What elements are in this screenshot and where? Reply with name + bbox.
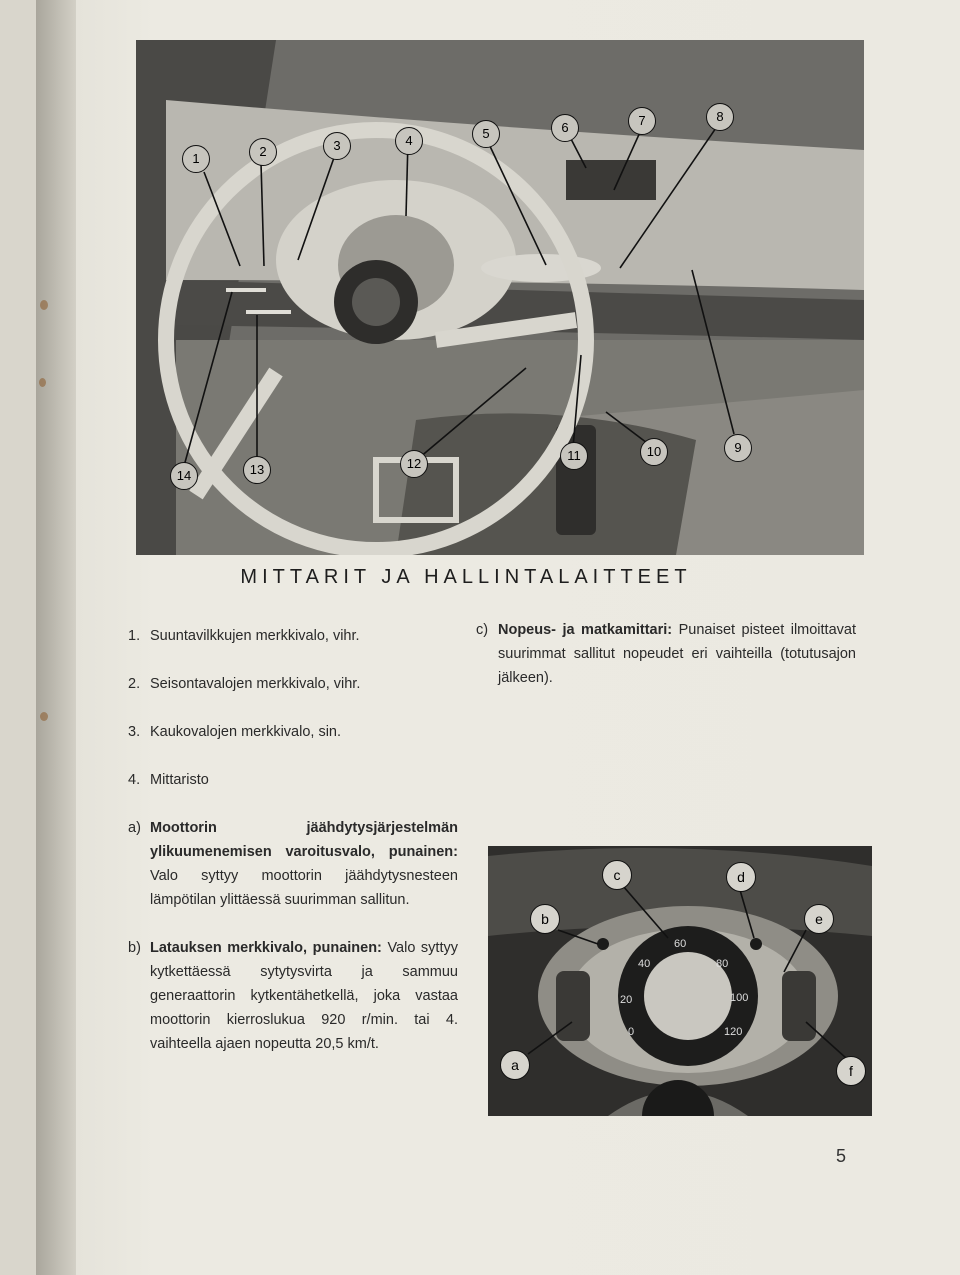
dashboard-photo xyxy=(136,40,864,555)
list-item-3 xyxy=(128,720,458,744)
speedo-100: 100 xyxy=(730,992,749,1004)
list-item-c xyxy=(476,618,856,690)
item-body-text: Valo syttyy kytkettäessä sytytysvirta ja sammuu generaattorin kytkentähetkellä, joka vastaa moottorin kierroslukua 920 r/min. tai 4. vaihteella ajaen nopeutta 20,5 km/t. xyxy=(150,940,458,1052)
callout-7: 7 xyxy=(628,107,656,135)
item-text xyxy=(150,816,458,912)
item-number: 2. xyxy=(128,676,141,692)
left-column xyxy=(128,624,458,1080)
list-item-a xyxy=(128,816,458,912)
speedo-60: 60 xyxy=(674,938,687,950)
item-bold-text: Moottorin jäähdytysjärjestelmän ylikuumenemisen varoitusvalo, punainen: xyxy=(150,820,458,860)
callout-10: 10 xyxy=(640,438,668,466)
list-item-4 xyxy=(128,768,458,792)
item-text: Seisontavalojen merkkivalo, vihr. xyxy=(150,676,361,692)
item-text xyxy=(150,936,458,1056)
callout-8: 8 xyxy=(706,103,734,131)
list-item-2 xyxy=(128,672,458,696)
page-number: 5 xyxy=(836,1146,847,1166)
list-item-1 xyxy=(128,624,458,648)
manual-page xyxy=(36,0,960,1275)
callout-5: 5 xyxy=(472,120,500,148)
speedo-120: 120 xyxy=(724,1026,743,1038)
callout-13: 13 xyxy=(243,456,271,484)
item-body-text: Punaiset pisteet ilmoittavat suurimmat sallitut nopeudet eri vaihteilla (totutusajon jälkeen). xyxy=(498,622,856,686)
callout-2: 2 xyxy=(249,138,277,166)
callout-3: 3 xyxy=(323,132,351,160)
rust-stain xyxy=(40,300,48,310)
speedo-0: 0 xyxy=(628,1026,635,1038)
item-number: 3. xyxy=(128,724,141,740)
speedo-20: 20 xyxy=(620,994,633,1006)
list-item-b xyxy=(128,936,458,1056)
callout-12: 12 xyxy=(400,450,428,478)
book-spine xyxy=(36,0,76,1275)
right-column xyxy=(476,618,856,714)
rust-stain xyxy=(39,378,46,387)
callout-d: d xyxy=(726,862,756,892)
item-number: 4. xyxy=(128,772,141,788)
callout-1: 1 xyxy=(182,145,210,173)
callout-9: 9 xyxy=(724,434,752,462)
callout-a: a xyxy=(500,1050,530,1080)
item-letter: a) xyxy=(128,820,141,836)
callout-c: c xyxy=(602,860,632,890)
speedo-80: 80 xyxy=(716,958,729,970)
instrument-cluster-photo xyxy=(488,846,872,1116)
item-body-text: Valo syttyy moottorin jäähdytysnesteen lämpötilan ylittäessä suurimman sallitun. xyxy=(150,868,458,908)
callout-11: 11 xyxy=(560,442,588,470)
speedo-40: 40 xyxy=(638,958,651,970)
item-letter: b) xyxy=(128,940,141,956)
item-text: Mittaristo xyxy=(150,772,209,788)
item-number: 1. xyxy=(128,628,141,644)
item-bold-text: Latauksen merkkivalo, punainen: xyxy=(150,940,382,956)
callout-6: 6 xyxy=(551,114,579,142)
callout-e: e xyxy=(804,904,834,934)
item-bold-text: Nopeus- ja matkamittari: xyxy=(498,622,673,638)
rust-stain xyxy=(40,712,48,721)
callout-f: f xyxy=(836,1056,866,1086)
callout-4: 4 xyxy=(395,127,423,155)
callout-14: 14 xyxy=(170,462,198,490)
item-letter: c) xyxy=(476,622,489,638)
item-text: Kaukovalojen merkkivalo, sin. xyxy=(150,724,342,740)
item-text: Suuntavilkkujen merkkivalo, vihr. xyxy=(150,628,360,644)
callout-b: b xyxy=(530,904,560,934)
page-heading: MITTARIT JA HALLINTALAITTEET xyxy=(240,566,692,588)
item-text xyxy=(498,618,856,690)
